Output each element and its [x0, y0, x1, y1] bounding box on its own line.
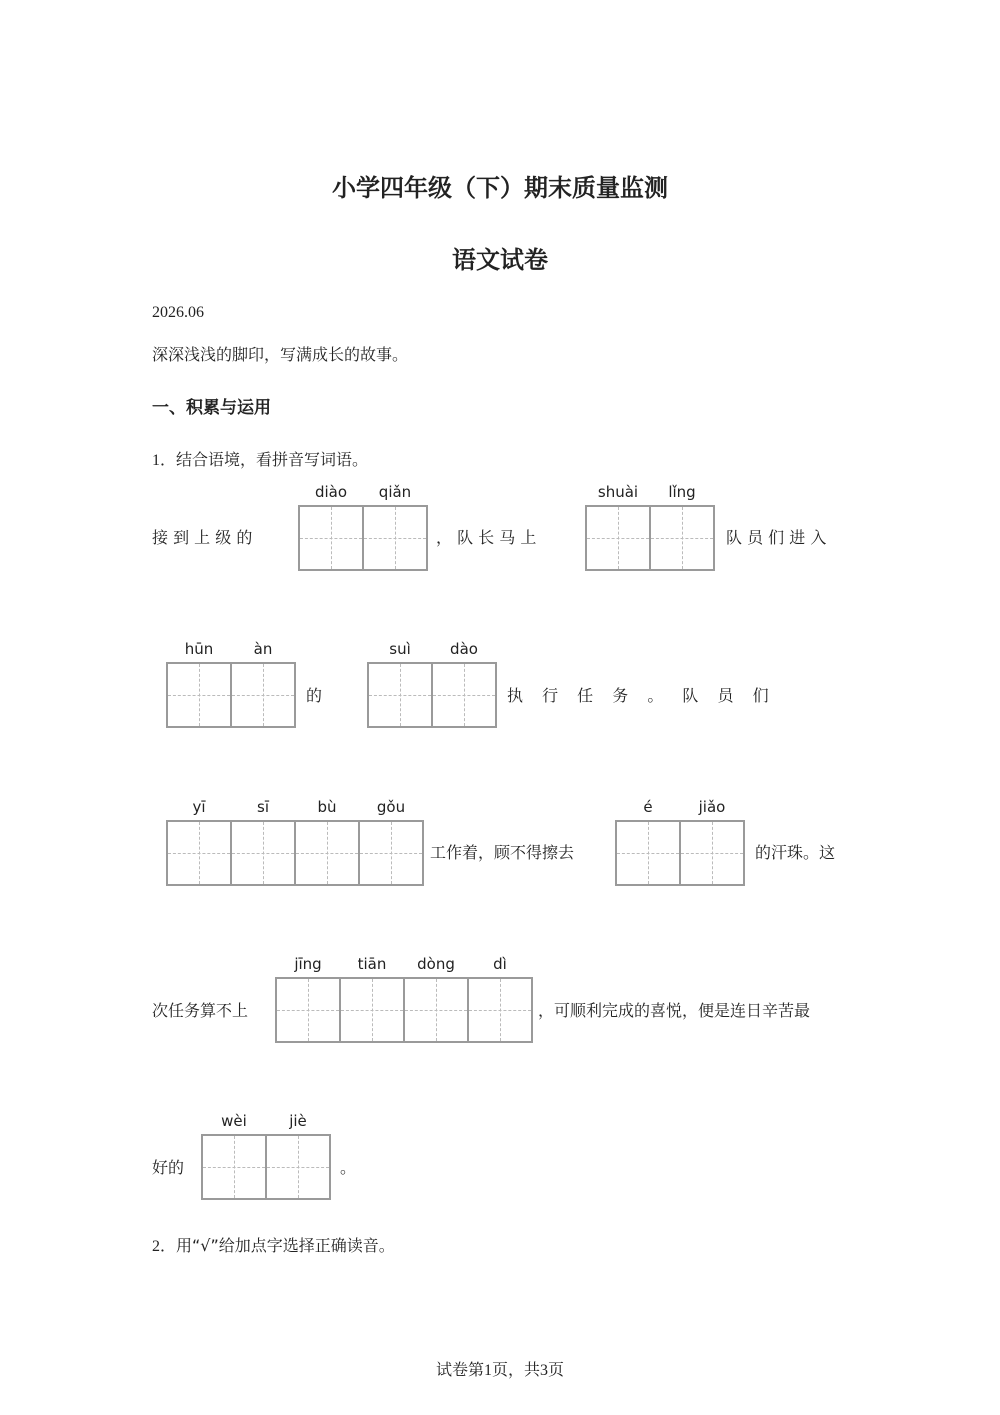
- answer-grid-2: [585, 483, 715, 571]
- pinyin-label: jīng: [294, 955, 322, 973]
- pinyin-label: sī: [257, 798, 269, 816]
- footer-page-number: 1: [483, 1362, 492, 1379]
- answer-grid-3: [166, 640, 296, 728]
- writing-cell[interactable]: [265, 1112, 331, 1200]
- question-1: [152, 447, 368, 470]
- pinyin-label: qiǎn: [378, 483, 412, 501]
- question-number: 1．: [152, 452, 177, 469]
- writing-cell[interactable]: [275, 955, 341, 1043]
- page-footer: [0, 1357, 1000, 1380]
- pinyin-label: hūn: [184, 640, 214, 658]
- passage-text: 接 到 上 级 的: [152, 528, 253, 547]
- writing-cell[interactable]: [615, 798, 681, 886]
- passage-text: ，可顺利完成的喜悦，便是连日辛苦最: [538, 1001, 811, 1020]
- writing-cell[interactable]: [431, 640, 497, 728]
- writing-cell[interactable]: [339, 955, 405, 1043]
- page-subtitle: 语文试卷: [452, 246, 548, 274]
- question-text: 用“√”给加点字选择正确读音。: [176, 1236, 395, 1255]
- writing-cell[interactable]: [362, 483, 428, 571]
- passage-text: 的汗珠。这: [755, 843, 836, 862]
- pinyin-label: é: [643, 798, 653, 816]
- pinyin-label: yī: [192, 798, 206, 816]
- footer-text: 页，共: [491, 1360, 540, 1379]
- pinyin-label: àn: [253, 640, 273, 658]
- pinyin-label: dì: [493, 955, 507, 973]
- pinyin-label: lǐng: [668, 483, 696, 501]
- writing-cell[interactable]: [230, 640, 296, 728]
- question-text: 结合语境，看拼音写词语。: [176, 450, 369, 469]
- pinyin-label: gǒu: [376, 798, 406, 816]
- intro-text: 深深浅浅的脚印，写满成长的故事。: [152, 345, 409, 364]
- footer-text: 试卷第: [435, 1360, 484, 1379]
- writing-cell[interactable]: [294, 798, 360, 886]
- passage-text: 。: [340, 1158, 357, 1177]
- pinyin-label: bù: [317, 798, 337, 816]
- answer-grid-1: [298, 483, 428, 571]
- writing-cell[interactable]: [467, 955, 533, 1043]
- answer-grid-4: [367, 640, 497, 728]
- passage-text: 的: [306, 686, 323, 705]
- passage-text: 次任务算不上: [152, 1001, 249, 1020]
- writing-cell[interactable]: [230, 798, 296, 886]
- footer-text: 页: [548, 1360, 565, 1379]
- writing-cell[interactable]: [585, 483, 651, 571]
- writing-cell[interactable]: [358, 798, 424, 886]
- pinyin-label: dòng: [417, 955, 455, 973]
- pinyin-label: tiān: [357, 955, 387, 973]
- page-title: 小学四年级（下）期末质量监测: [332, 174, 668, 202]
- passage-text: 好的: [152, 1158, 185, 1177]
- pinyin-label: diào: [314, 483, 348, 501]
- writing-cell[interactable]: [679, 798, 745, 886]
- writing-cell[interactable]: [166, 640, 232, 728]
- passage-text: 执 行 任 务 。 队 员 们: [507, 686, 769, 705]
- pinyin-label: suì: [389, 640, 411, 658]
- writing-cell[interactable]: [201, 1112, 267, 1200]
- passage-text: 工作着，顾不得擦去: [430, 843, 575, 862]
- pinyin-label: shuài: [597, 483, 639, 501]
- writing-cell[interactable]: [367, 640, 433, 728]
- footer-total-pages: 3: [540, 1362, 548, 1379]
- writing-cell[interactable]: [166, 798, 232, 886]
- writing-cell[interactable]: [649, 483, 715, 571]
- writing-cell[interactable]: [298, 483, 364, 571]
- answer-grid-5: [166, 798, 424, 886]
- pinyin-label: wèi: [221, 1112, 247, 1130]
- section-heading: 一、积累与运用: [152, 398, 271, 418]
- writing-cell[interactable]: [403, 955, 469, 1043]
- passage-text: ， 队 长 马 上: [436, 528, 537, 547]
- passage-text: 队 员 们 进 入: [726, 528, 827, 547]
- pinyin-label: jiǎo: [698, 798, 726, 816]
- answer-grid-7: [275, 955, 533, 1043]
- answer-grid-6: [615, 798, 745, 886]
- exam-date: 2026.06: [152, 304, 204, 321]
- question-2: [152, 1233, 395, 1256]
- answer-grid-8: [201, 1112, 331, 1200]
- question-number: 2．: [152, 1238, 177, 1255]
- pinyin-label: dào: [450, 640, 478, 658]
- pinyin-label: jiè: [289, 1112, 307, 1130]
